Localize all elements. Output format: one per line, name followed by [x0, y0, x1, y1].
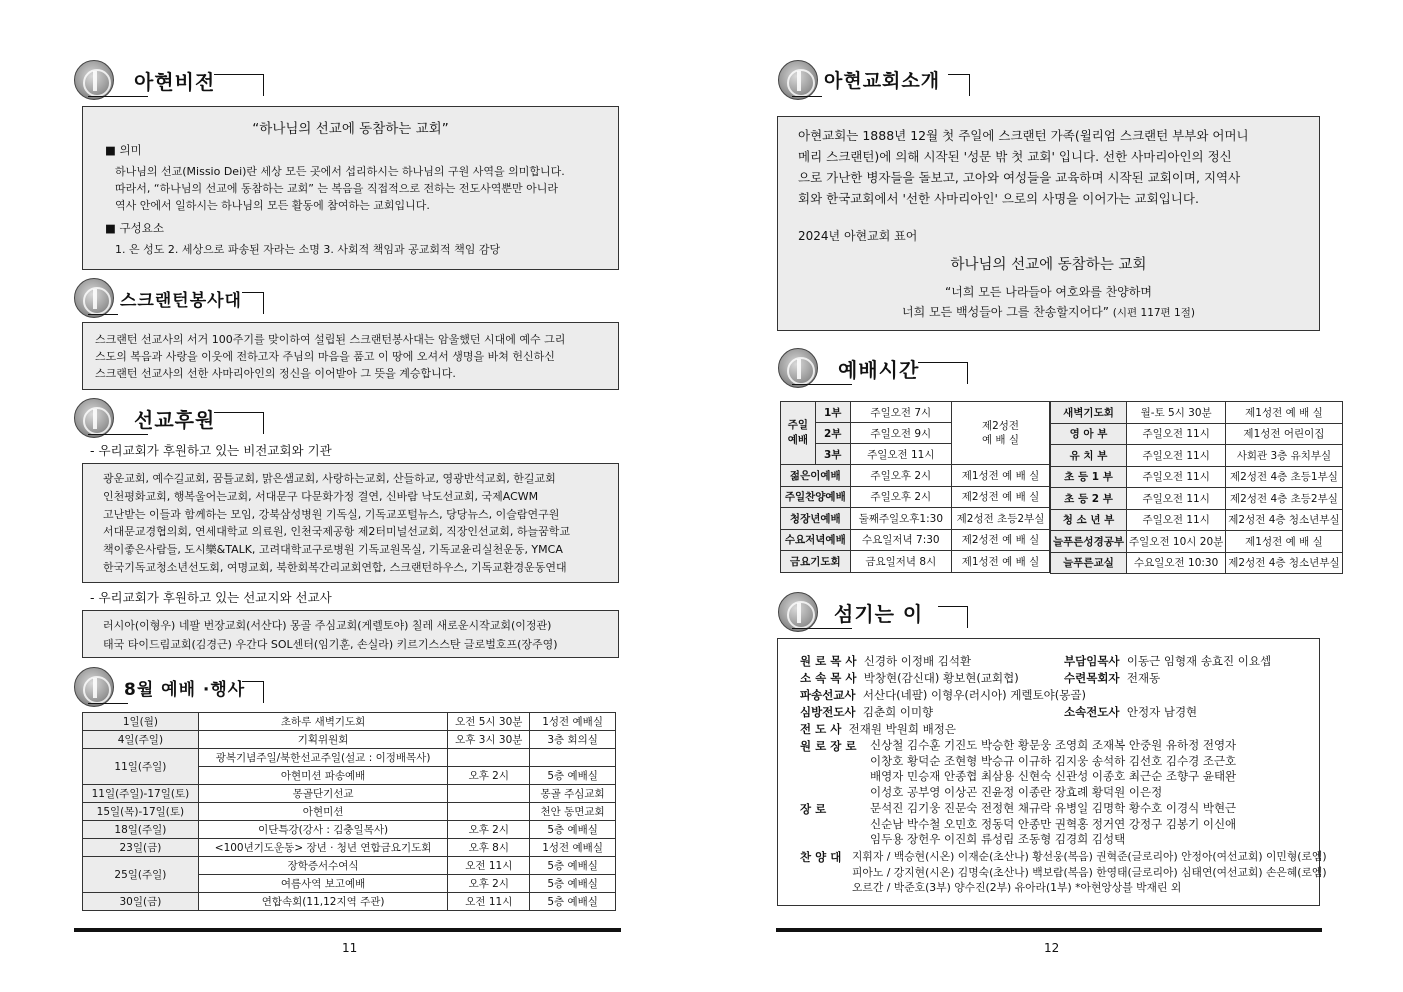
- elements-label: ■ 구성요소: [105, 221, 164, 235]
- choir: 지휘자 / 백승현(시온) 이재순(초산나) 황선웅(복음) 권혁준(글로리아) 안정아(여선교회) 이민형(로엠) 피아노 / 강지현(시온) 김명숙(초산나) 백보람(복음) 한영태(글로리아) 심태연(여선교회) 손은혜(로엠) 오르간 / 박준호(3부) 양수진(2부) 유아라(1부) *아현앙상블 박재린 외: [852, 850, 1327, 894]
- table-row: 영 아 부 주일오전 11시 제1성전 어린이집: [1051, 423, 1343, 445]
- table-row: 25일(주일) 장학증서수여식 오전 11시 5층 예배실: [83, 857, 616, 875]
- church-emblem-icon: [778, 592, 818, 632]
- motto: 하나님의 선교에 동참하는 교회: [950, 257, 1147, 273]
- table-row: 11일(주일)-17일(토) 몽골단기선교 몽골 주심교회: [83, 785, 616, 803]
- elements-text: 1. 은 성도 2. 세상으로 파송된 자라는 소명 3. 사회적 책임과 공교회적 책임 감당: [115, 243, 501, 256]
- worship-title: 예배시간: [838, 358, 920, 382]
- table-row: 15일(목)-17일(토) 아현미션 천안 동면교회: [83, 803, 616, 821]
- scranton-heading: [74, 278, 274, 322]
- table-row: 초 등 2 부 주일오전 11시 제2성전 4층 초등2부실: [1051, 488, 1343, 510]
- table-row: 금요기도회 금요일저녁 8시 제1성전 예 배 실: [781, 551, 1050, 573]
- events-title: 8월 예배 ·행사: [124, 680, 246, 700]
- table-row: 유 치 부 주일오전 11시 사회관 3층 유치부실: [1051, 445, 1343, 467]
- motto-year: 2024년 아현교회 표어: [798, 229, 918, 243]
- meaning-label: ■ 의미: [105, 143, 142, 157]
- table-row: 11일(주일) 광복기념주일/북한선교주일(설교 : 이정배목사): [83, 749, 616, 767]
- staff-box: 원 로 목 사 신경하 이정배 김석환 부담임목사 이동근 임형재 송효진 이요셉 소 속 목 사 박창현(감신대) 황보현(교회협) 수련목회자 전재동 파송선교사 서산다(네팔) 이형우(러시아) 게렐토야(몽골) 심방전도사 김춘희 이미향 소속전도사 안정자 남경현 전 도 사 전재원 박원희 배정은 원 로 장 로 신상철 김수훈 기진도 박승한 황문웅 조영희 조재복 안중원 유하정 전영자 이창호 황덕순 조현형 박승규 이규하 김지웅 송석하 김선호 김수경 조근호 배영자 민승재 안종협 최삼용 신현숙 신관성 이종호 최근순 조향구 윤태완 이성호 공부영 이상곤 진윤정 이종란 장효례 황덕원 이은정 장 로 문석진 김기웅 진문숙 전정현 채규락 유병일 김명학 황수호 이경식 박현근 신순남 박수철 오민호 정동덕 안종만 권혁홍 정거연 강정구 김봉기 이신애 임두용 장헌우 이진희 류성림 조동형 김경희 김성택 찬 양 대 지휘자 / 백승현(시온) 이재순(초산나) 황선웅(복음) 권혁준(글로리아) 안정아(여선교회) 이민형(로엠) 피아노 / 강지현(시온) 김명숙(초산나) 백보람(복음) 한영태(글로리아) 심태연(여선교회) 손은혜(로엠) 오르간 / 박준호(3부) 양수진(2부) 유아라(1부) *아현앙상블 박재린 외: [777, 638, 1320, 906]
- left-page: [0, 0, 700, 992]
- elders: 문석진 김기웅 진문숙 전정현 채규락 유병일 김명학 황수호 이경식 박현근 신순남 박수철 오민호 정동덕 안종만 권혁홍 정거연 강정구 김봉기 이신애 임두용 장헌우 이진희 류성림 조동형 김경희 김성택: [870, 801, 1237, 846]
- table-row: 주일 예배 1부 주일오전 7시 제2성전 예 배 실: [781, 402, 1050, 423]
- church-emblem-icon: [74, 667, 114, 707]
- table-row: 주일찬양예배 주일오후 2시 제2성전 예 배 실: [781, 486, 1050, 508]
- staff-title: 섬기는 이: [834, 602, 924, 626]
- meaning-text: 하나님의 선교(Missio Dei)란 세상 모든 곳에서 섭리하시는 하나님의 구원 사역을 의미합니다. 따라서, “하나님의 선교에 동참하는 교회” 는 복음을 직접적으로 전하는 전도사역뿐만 아니라 역사 안에서 일하시는 하나님의 모든 활동에 참여하는 교회입니다.: [115, 165, 565, 212]
- table-row: 4일(주일) 기획위원회 오후 3시 30분 3층 회의실: [83, 731, 616, 749]
- mission-sub1: - 우리교회가 후원하고 있는 비전교회와 기관: [90, 443, 332, 458]
- table-row: 늘푸른성경공부 주일오전 10시 20분 제1성전 예 배 실: [1051, 531, 1343, 553]
- table-row: 아현미션 파송예배 오후 2시 5층 예배실: [83, 767, 616, 785]
- worship-heading: [778, 348, 978, 392]
- church-emblem-icon: [74, 60, 114, 100]
- table-row: 18일(주일) 이단특강(강사 : 김충일목사) 오후 2시 5층 예배실: [83, 821, 616, 839]
- emeritus-elders: 신상철 김수훈 기진도 박승한 황문웅 조영희 조재복 안중원 유하정 전영자 이창호 황덕순 조현형 박승규 이규하 김지웅 송석하 김선호 김수경 조근호 배영자 민승재 안종협 최삼용 신현숙 신관성 이종호 최근순 조향구 윤태완 이성호 공부영 이상곤 진윤정 이종란 장효례 황덕원 이은정: [870, 738, 1237, 799]
- page-number: 11: [342, 941, 358, 955]
- table-row: 30일(금) 연합속회(11,12지역 주관) 오전 11시 5층 예배실: [83, 893, 616, 911]
- table-row: 청장년예배 둘째주일오후1:30 제2성전 초등2부실: [781, 508, 1050, 530]
- church-emblem-icon: [778, 60, 818, 100]
- mission-sub2: - 우리교회가 후원하고 있는 선교지와 선교사: [90, 590, 332, 605]
- footer-rule: [776, 928, 1322, 932]
- mission-box1: 광운교회, 예수길교회, 꿈틀교회, 맑은샘교회, 사랑하는교회, 산들하교, 영광반석교회, 한길교회 인천평화교회, 행복울어는교회, 서대문구 다문화가정 결연, 신바람 낙도선교회, 국제ACWM 고난받는 이들과 함께하는 모임, 강북삼성병원 기독실, 기독교포털뉴스, 당당뉴스, 이슬람연구원 서대문교경협의회, 연세대학교 의료원, 인천국제공항 제2터미널선교회, 직장인선교회, 하늘꿈학교 책이좋은사람들, 도시樂&TALK, 고려대학교구로병원 기독교원목실, 기독교윤리실천운동, YMCA 한국기독교청소년선도회, 여명교회, 북한회복간리교회연합, 스크랜턴하우스, 기독교환경운동연대: [82, 463, 619, 583]
- intro-title: 아현교회소개: [824, 70, 941, 92]
- vision-box: [82, 106, 619, 270]
- table-row: 2부 주일오전 9시: [781, 423, 1050, 444]
- worship-table-right: [1050, 401, 1343, 574]
- right-page: [700, 0, 1403, 992]
- page-number: 12: [1044, 941, 1060, 955]
- vision-heading: [74, 60, 274, 104]
- footer-rule: [74, 928, 621, 932]
- mission-box2: 러시아(이형우) 네팔 번장교회(서산다) 몽골 주심교회(게렐토야) 칠레 새로운시작교회(이정관) 태국 타이드림교회(김경근) 우간다 SOL센터(임기훈, 손실라) 키르기스스탄 글로벌호프(장주영): [82, 610, 619, 658]
- events-heading: [74, 667, 274, 711]
- table-row: 청 소 년 부 주일오전 11시 제2성전 4층 청소년부실: [1051, 509, 1343, 531]
- worship-table-left: [780, 401, 1050, 573]
- mission-heading: [74, 398, 274, 442]
- scranton-box: 스크랜턴 선교사의 서거 100주기를 맞이하여 설립된 스크랜턴봉사대는 암울했던 시대에 예수 그리 스도의 복음과 사랑을 이웃에 전하고자 주님의 마음을 품고 이 땅에 오셔서 생명을 바쳐 헌신하신 스크랜턴 선교사의 선한 사마리아인의 정신을 이어받아 그 뜻을 계승합니다.: [82, 322, 619, 390]
- intro-heading: [778, 60, 978, 104]
- vision-title: 아현비전: [134, 70, 216, 94]
- church-emblem-icon: [74, 278, 114, 318]
- table-row: 여름사역 보고예배 오후 2시 5층 예배실: [83, 875, 616, 893]
- events-table: [82, 712, 616, 911]
- intro-box: 아현교회는 1888년 12월 첫 주일에 스크랜턴 가족(윌리엄 스크랜턴 부부와 어머니 메리 스크랜턴)에 의해 시작된 '성문 밖 첫 교회' 입니다. 선한 사마리아인의 정신 으로 가난한 병자들을 돌보고, 고아와 여성들을 교육하며 시작된 교회이며, 지역사 회와 한국교회에서 '선한 사마리아인' 으로의 사명을 이어가는 교회입니다. 2024년 아현교회 표어 하나님의 선교에 동참하는 교회 “너희 모든 나라들아 여호와를 찬양하며 너희 모든 백성들아 그를 찬송할지어다” (시편 117편 1절): [777, 116, 1320, 331]
- staff-heading: [778, 592, 978, 636]
- mission-title: 선교후원: [134, 408, 216, 432]
- church-emblem-icon: [778, 348, 818, 388]
- table-row: 젊은이예배 주일오후 2시 제1성전 예 배 실: [781, 465, 1050, 487]
- table-row: 새벽기도회 월-토 5시 30분 제1성전 예 배 실: [1051, 402, 1343, 424]
- vision-quote: “하나님의 선교에 동참하는 교회”: [252, 121, 449, 137]
- table-row: 늘푸른교실 수요일오전 10:30 제2성전 4층 청소년부실: [1051, 552, 1343, 574]
- table-row: 23일(금) <100년기도운동> 장년 · 청년 연합금요기도회 오후 8시 1성전 예배실: [83, 839, 616, 857]
- table-row: 1일(월) 초하루 새벽기도회 오전 5시 30분 1성전 예배실: [83, 713, 616, 731]
- church-emblem-icon: [74, 398, 114, 438]
- table-row: 초 등 1 부 주일오전 11시 제2성전 4층 초등1부실: [1051, 466, 1343, 488]
- table-row: 수요저녁예배 수요일저녁 7:30 제2성전 예 배 실: [781, 529, 1050, 551]
- table-row: 3부 주일오전 11시: [781, 444, 1050, 465]
- scranton-title: 스크랜턴봉사대: [120, 291, 242, 311]
